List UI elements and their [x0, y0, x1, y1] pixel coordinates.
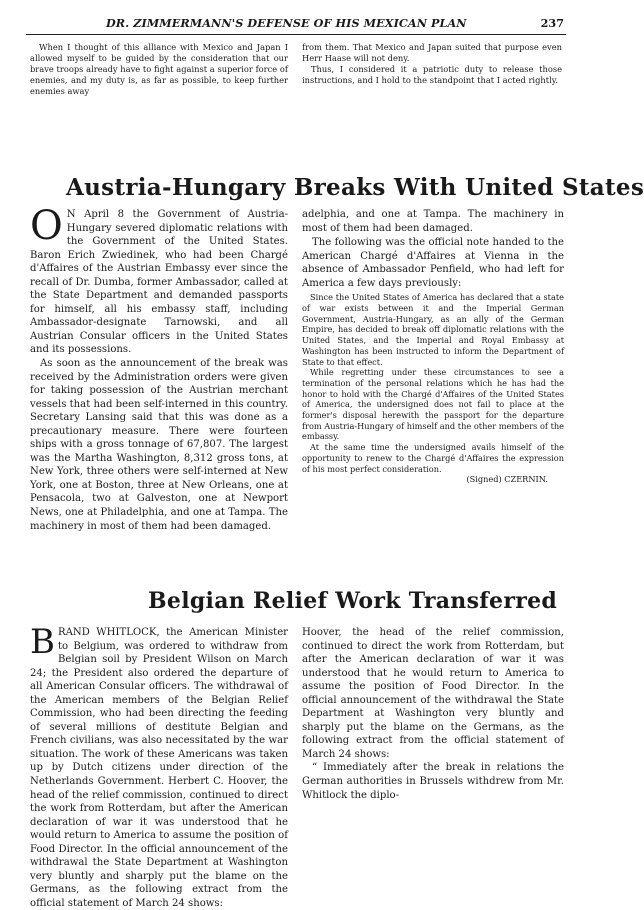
note-paragraph: While regretting under these circumstances to see a termination of the personal relations which he has had the honor to hold with the Chargé d'Affaires of the United States of America, the undersigned does not fail to place at the former's disposal herewith the passport for the departure from Austria-Hungary of himself and the other members of the embassy.: [302, 367, 564, 442]
belgian-paragraph-1-continued: Hoover, the head of the relief commission, continued to direct the work from Rotterdam, but after the American declaration of war it was understood that he would return to America to assume the position of Food Director. In the official announcement of the withdrawal the State Department at Washington very bluntly and sharply put the blame on the Germans, as the following extract from the official statement of March 24 shows:: [302, 627, 564, 760]
running-header: [26, 14, 566, 35]
drop-cap: B: [30, 622, 55, 662]
austria-heading: Austria-Hungary Breaks With United States: [66, 174, 644, 201]
austria-paragraph-2-continued: adelphia, and one at Tampa. The machinery in most of them had been damaged.: [302, 209, 564, 234]
paragraph-text: RAND WHITLOCK, the American Minister to Belgium, was ordered to withdraw from Belgian soil by President Wilson on March 24; the President also ordered the departure of all American Consular officers. The withdrawal of the American members of the Belgian Relief Commission, who had been directing the feeding of several millions of destitute Belgian and French civilians, was also necessitated by the war situation. The work of these Americans was taken up by Dutch citizens under direction of the Netherlands Government. Herbert C. Hoover, the head of the relief commission, continued to direct the work from Rotterdam, but after the American declaration of war it was understood that he would return to America to assume the position of Food Director. In the official announcement of the withdrawal the State Department at Washington very bluntly and sharply put the blame on the Germans, as the following extract from the official statement of March 24 shows:: [30, 627, 288, 909]
page-number: 237: [540, 16, 564, 30]
austria-right-column: [302, 208, 564, 485]
belgian-paragraph-2: “ Immediately after the break in relations the German authorities in Brussels withdrew from Mr. Whitlock the diplo-: [302, 762, 564, 801]
austria-paragraph-1: [30, 203, 288, 357]
austria-paragraph-2: As soon as the announcement of the break was received by the Administration orders were given for taking possession of the Austrian merchant vessels that had been self-interned in this country. Secretary Lansing said that this was done as a precautionary measure. There were fourteen ships with a gross tonnage of 67,807. The largest was the Martha Washington, 8,312 gross tons, at New York, three others were self-interned at New York, one at Boston, three at New Orleans, one at Pensacola, two at Galveston, one at Newport News, one at Philadelphia, and one at Tampa. The machinery in most of them had been damaged.: [30, 358, 288, 532]
intro-left-column: [30, 42, 288, 97]
note-signature: (Signed) CZERNIN.: [466, 474, 548, 485]
note-paragraph: At the same time the undersigned avails himself of the opportunity to renew to the Chargé d'Affaires the expression of his most perfect consideration.: [302, 442, 564, 474]
belgian-paragraph-1: [30, 622, 288, 910]
official-note: [302, 292, 564, 485]
paragraph-text: N April 8 the Government of Austria-Hungary severed diplomatic relations with the Government of the United States. Baron Erich Zwiedinek, who had been Chargé d'Affaires of the Austrian Embassy ever since the recall of Dr. Dumba, former Ambassador, called at the State Department and demanded passports for himself, all his embassy staff, including Ambassador-designate Tarnowski, and all Austrian Consular officers in the United States and its possessions.: [30, 209, 288, 356]
intro-paragraph: Thus, I considered it a patriotic duty to release those instructions, and I hold to the standpoint that I acted rightly.: [302, 64, 562, 85]
running-title: DR. ZIMMERMANN'S DEFENSE OF HIS MEXICAN PLAN: [106, 16, 467, 30]
intro-paragraph: When I thought of this alliance with Mexico and Japan I allowed myself to be guided by the consideration that our brave troops already have to fight against a superior force of enemies, and my duty is, as far as possible, to keep further enemies away: [30, 42, 288, 96]
belgian-left-column: [30, 622, 288, 909]
intro-paragraph: from them. That Mexico and Japan suited that purpose even Herr Haase will not deny.: [302, 42, 562, 63]
drop-cap: O: [30, 203, 63, 249]
intro-right-column: [302, 42, 562, 86]
belgian-heading: Belgian Relief Work Transferred: [148, 588, 558, 614]
belgian-right-column: [302, 626, 564, 802]
note-paragraph: Since the United States of America has declared that a state of war exists between it and the Imperial German Government, Austria-Hungary, as an ally of the German Empire, has decided to break off diplomatic relations with the United States, and the Imperial and Royal Embassy at Washington has been instructed to inform the Department of State to that effect.: [302, 292, 564, 367]
austria-paragraph-3: The following was the official note handed to the American Chargé d'Affaires at Vienna in the absence of Ambassador Penfield, who had left for America a few days previously:: [302, 237, 564, 289]
